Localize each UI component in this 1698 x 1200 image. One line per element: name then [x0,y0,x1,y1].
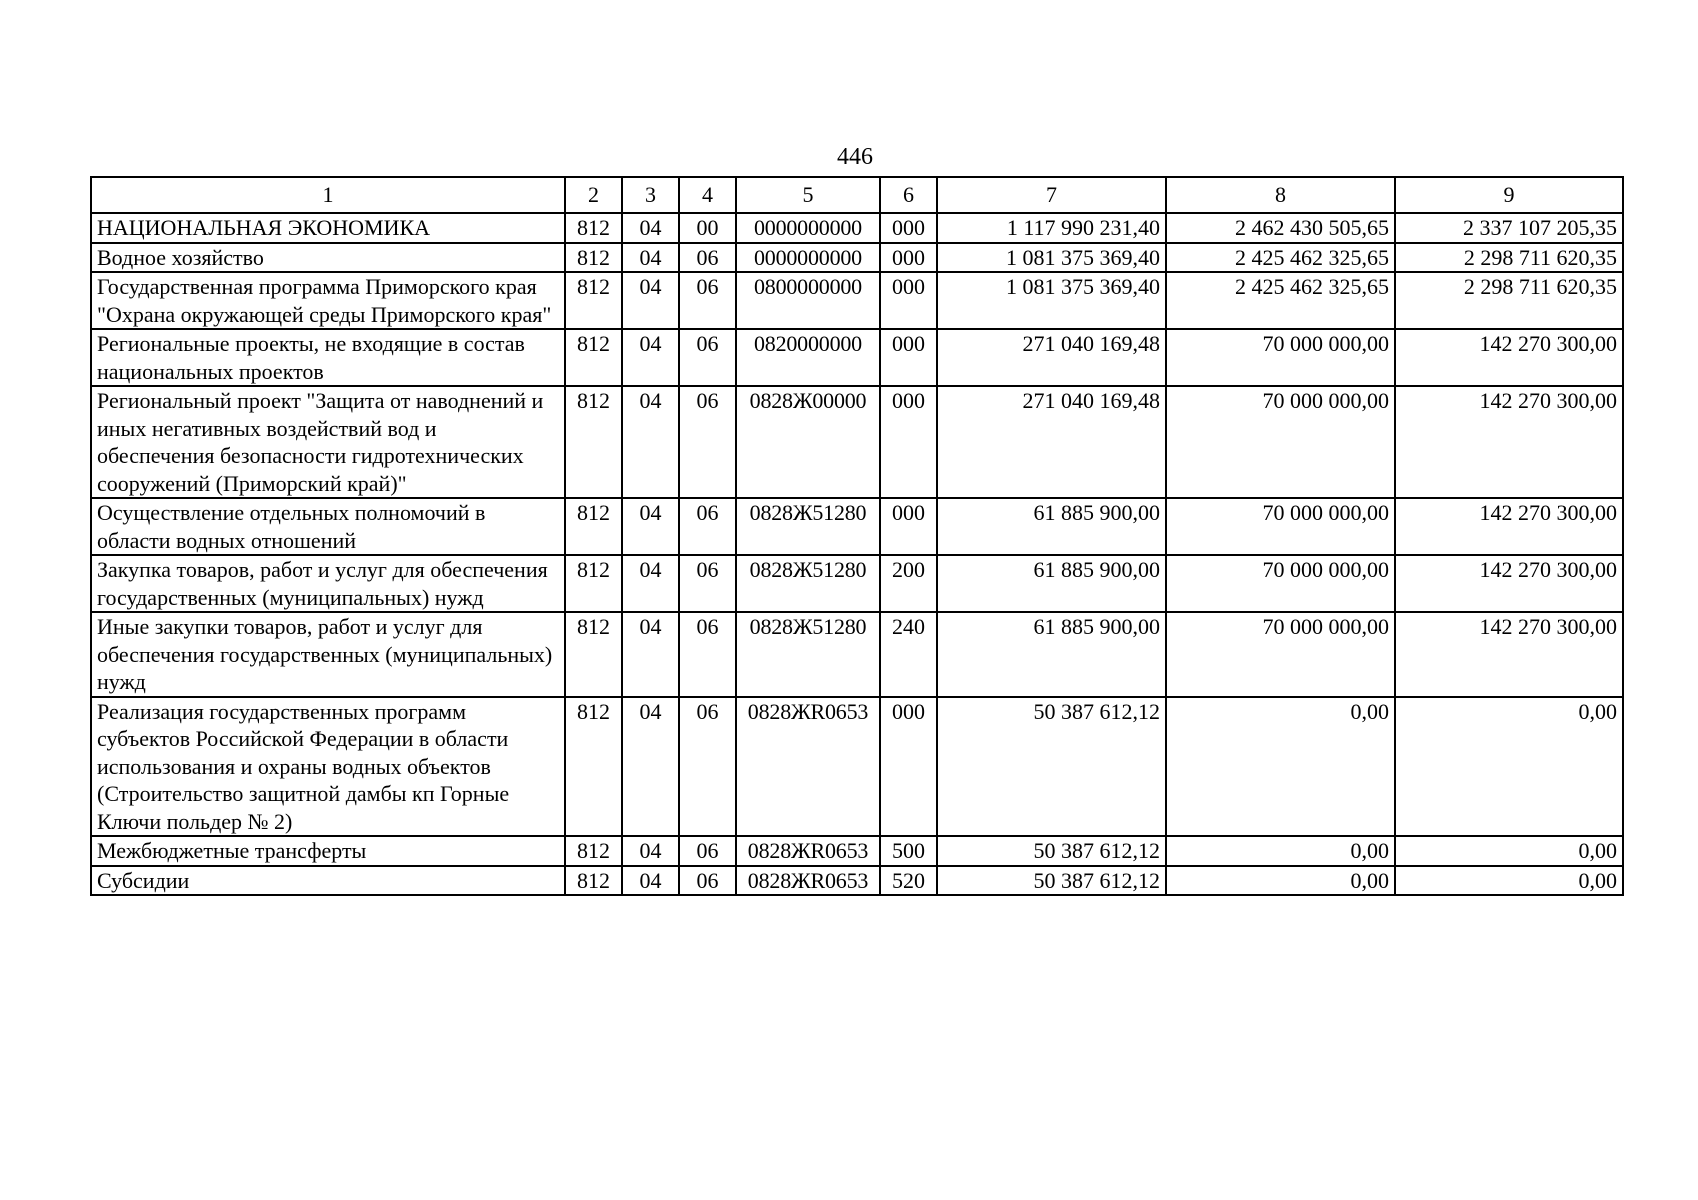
value-col8: 2 425 462 325,65 [1166,272,1395,329]
value-col7: 50 387 612,12 [937,697,1166,837]
column-header-6: 6 [880,177,937,213]
row-name: Межбюджетные трансферты [91,836,565,866]
row-name: НАЦИОНАЛЬНАЯ ЭКОНОМИКА [91,213,565,243]
value-col7: 61 885 900,00 [937,555,1166,612]
value-col9: 142 270 300,00 [1395,555,1623,612]
table-row [91,555,1623,612]
value-col8: 2 425 462 325,65 [1166,243,1395,273]
page-number: 446 [837,144,873,170]
value-col8: 0,00 [1166,866,1395,896]
code-col2: 812 [565,386,622,498]
code-col2: 812 [565,213,622,243]
row-name: Государственная программа Приморского края "Охрана окружающей среды Приморского края" [91,272,565,329]
code-col2: 812 [565,498,622,555]
value-col7: 50 387 612,12 [937,866,1166,896]
code-col4: 06 [679,272,736,329]
code-col6: 000 [880,386,937,498]
code-col5: 0000000000 [736,213,880,243]
code-col3: 04 [622,272,679,329]
code-col4: 06 [679,243,736,273]
code-col3: 04 [622,866,679,896]
code-col4: 06 [679,329,736,386]
value-col9: 2 298 711 620,35 [1395,243,1623,273]
code-col3: 04 [622,836,679,866]
code-col5: 0800000000 [736,272,880,329]
value-col9: 142 270 300,00 [1395,386,1623,498]
value-col9: 0,00 [1395,836,1623,866]
value-col9: 0,00 [1395,697,1623,837]
code-col2: 812 [565,243,622,273]
value-col8: 0,00 [1166,836,1395,866]
code-col5: 0828ЖR0653 [736,836,880,866]
value-col7: 61 885 900,00 [937,612,1166,697]
column-header-1: 1 [91,177,565,213]
row-name: Субсидии [91,866,565,896]
code-col2: 812 [565,866,622,896]
table-row [91,243,1623,273]
column-header-3: 3 [622,177,679,213]
budget-table [90,176,1624,896]
code-col6: 500 [880,836,937,866]
value-col8: 70 000 000,00 [1166,386,1395,498]
table-row [91,272,1623,329]
code-col2: 812 [565,555,622,612]
value-col9: 142 270 300,00 [1395,498,1623,555]
code-col4: 06 [679,498,736,555]
code-col3: 04 [622,213,679,243]
value-col7: 1 117 990 231,40 [937,213,1166,243]
code-col4: 06 [679,836,736,866]
table-row [91,498,1623,555]
code-col4: 06 [679,386,736,498]
column-header-5: 5 [736,177,880,213]
table-row [91,386,1623,498]
code-col5: 0828ЖR0653 [736,866,880,896]
code-col6: 200 [880,555,937,612]
value-col9: 142 270 300,00 [1395,329,1623,386]
value-col7: 61 885 900,00 [937,498,1166,555]
code-col3: 04 [622,555,679,612]
row-name: Водное хозяйство [91,243,565,273]
value-col8: 2 462 430 505,65 [1166,213,1395,243]
code-col3: 04 [622,243,679,273]
code-col3: 04 [622,329,679,386]
code-col5: 0828Ж00000 [736,386,880,498]
table-row [91,697,1623,837]
value-col9: 2 337 107 205,35 [1395,213,1623,243]
code-col6: 000 [880,213,937,243]
code-col4: 06 [679,697,736,837]
code-col2: 812 [565,329,622,386]
code-col5: 0820000000 [736,329,880,386]
value-col7: 1 081 375 369,40 [937,272,1166,329]
code-col6: 000 [880,697,937,837]
code-col6: 240 [880,612,937,697]
code-col3: 04 [622,697,679,837]
row-name: Закупка товаров, работ и услуг для обеспечения государственных (муниципальных) нужд [91,555,565,612]
row-name: Региональный проект "Защита от наводнений и иных негативных воздействий вод и обеспечения безопасности гидротехнических сооружений (Приморский край)" [91,386,565,498]
code-col5: 0828ЖR0653 [736,697,880,837]
column-header-8: 8 [1166,177,1395,213]
table-row [91,329,1623,386]
code-col4: 06 [679,612,736,697]
code-col6: 000 [880,243,937,273]
code-col6: 000 [880,329,937,386]
value-col9: 142 270 300,00 [1395,612,1623,697]
row-name: Осуществление отдельных полномочий в области водных отношений [91,498,565,555]
code-col6: 000 [880,272,937,329]
row-name: Иные закупки товаров, работ и услуг для обеспечения государственных (муниципальных) нужд [91,612,565,697]
value-col8: 0,00 [1166,697,1395,837]
value-col7: 50 387 612,12 [937,836,1166,866]
table-row [91,866,1623,896]
code-col5: 0828Ж51280 [736,498,880,555]
value-col7: 1 081 375 369,40 [937,243,1166,273]
column-header-2: 2 [565,177,622,213]
code-col4: 00 [679,213,736,243]
code-col2: 812 [565,272,622,329]
code-col4: 06 [679,555,736,612]
row-name: Региональные проекты, не входящие в состав национальных проектов [91,329,565,386]
code-col5: 0828Ж51280 [736,555,880,612]
code-col3: 04 [622,612,679,697]
code-col2: 812 [565,697,622,837]
value-col8: 70 000 000,00 [1166,612,1395,697]
value-col7: 271 040 169,48 [937,329,1166,386]
table-row [91,836,1623,866]
code-col6: 000 [880,498,937,555]
value-col9: 0,00 [1395,866,1623,896]
value-col7: 271 040 169,48 [937,386,1166,498]
value-col9: 2 298 711 620,35 [1395,272,1623,329]
code-col2: 812 [565,836,622,866]
code-col5: 0828Ж51280 [736,612,880,697]
header-row [91,177,1623,213]
code-col4: 06 [679,866,736,896]
code-col5: 0000000000 [736,243,880,273]
column-header-9: 9 [1395,177,1623,213]
value-col8: 70 000 000,00 [1166,555,1395,612]
code-col3: 04 [622,498,679,555]
table-row [91,612,1623,697]
value-col8: 70 000 000,00 [1166,329,1395,386]
code-col3: 04 [622,386,679,498]
value-col8: 70 000 000,00 [1166,498,1395,555]
column-header-4: 4 [679,177,736,213]
row-name: Реализация государственных программ субъектов Российской Федерации в области использования и охраны водных объектов (Строительство защитной дамбы кп Горные Ключи польдер № 2) [91,697,565,837]
column-header-7: 7 [937,177,1166,213]
code-col2: 812 [565,612,622,697]
code-col6: 520 [880,866,937,896]
table-row [91,213,1623,243]
